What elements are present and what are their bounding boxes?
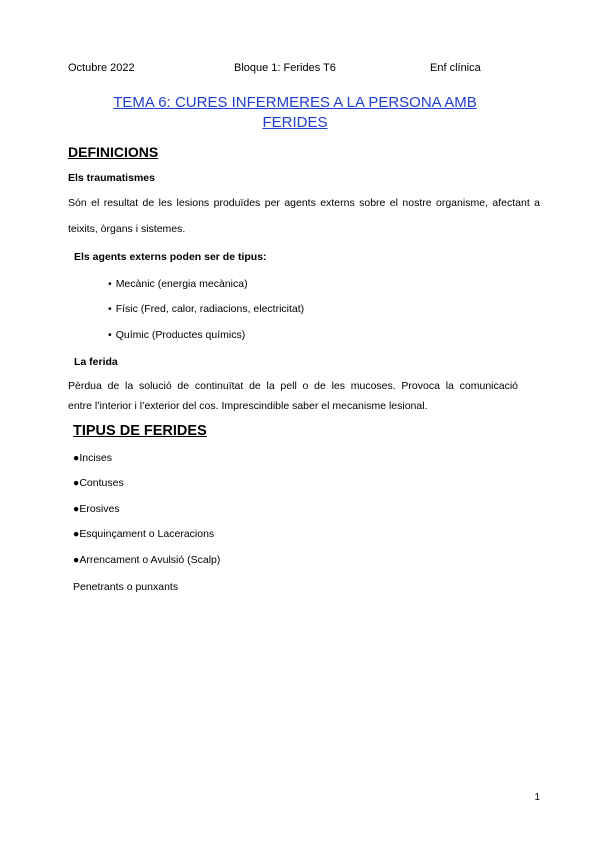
agent-item-label: Físic (Fred, calor, radiacions, electricitat): [115, 303, 305, 315]
tipus-item: [73, 554, 220, 566]
header-block: Bloque 1: Ferides T6: [234, 62, 336, 74]
title-line-1: TEMA 6: CURES INFERMERES A LA PERSONA AMB: [113, 94, 477, 111]
definicions-heading: DEFINICIONS: [68, 144, 159, 160]
bullet-icon: ●: [73, 554, 80, 566]
traumatismes-title: Els traumatismes: [68, 172, 155, 184]
bullet-icon: ●: [73, 503, 80, 515]
bullet-icon: •: [108, 303, 112, 315]
bullet-icon: ●: [73, 452, 80, 464]
tipus-item: [73, 452, 112, 464]
tipus-item-label: Erosives: [79, 503, 120, 515]
tipus-item-label: Arrencament o Avulsió (Scalp): [79, 554, 221, 566]
agent-item: [108, 303, 304, 315]
ferida-title: La ferida: [74, 356, 118, 368]
header-subject: Enf clínica: [430, 62, 481, 74]
agent-item-label: Mecànic (energia mecànica): [115, 278, 248, 290]
bullet-icon: •: [108, 278, 112, 290]
agent-item: [108, 329, 245, 341]
tipus-item: [73, 503, 120, 515]
traumatismes-line-2: teixits, òrgans i sistemes.: [68, 223, 186, 235]
page-number: 1: [534, 792, 540, 803]
title-line-2: FERIDES: [262, 114, 328, 131]
agents-title: Els agents externs poden ser de tipus:: [74, 251, 267, 263]
tipus-last-item: Penetrants o punxants: [73, 581, 179, 593]
tipus-item-label: Esquinçament o Laceracions: [79, 528, 215, 540]
header-date: Octubre 2022: [68, 62, 135, 74]
document-title: [60, 93, 530, 133]
bullet-icon: ●: [73, 528, 80, 540]
agent-item-label: Químic (Productes químics): [115, 329, 246, 341]
traumatismes-line-1: Són el resultat de les lesions produïdes per agents externs sobre el nostre organisme, afectant a: [68, 197, 540, 209]
tipus-item-label: Contuses: [79, 477, 124, 489]
tipus-item-label: Incises: [79, 452, 113, 464]
bullet-icon: ●: [73, 477, 80, 489]
ferida-line-1: Pèrdua de la solució de continuïtat de la pell o de les mucoses. Provoca la comunicació: [68, 380, 518, 392]
bullet-icon: •: [108, 329, 112, 341]
ferida-line-2: entre l’interior i l’exterior del cos. Imprescindible saber el mecanisme lesional.: [68, 400, 428, 412]
agent-item: [108, 278, 248, 290]
tipus-item: [73, 477, 124, 489]
tipus-heading: TIPUS DE FERIDES: [73, 423, 207, 439]
tipus-item: [73, 528, 214, 540]
